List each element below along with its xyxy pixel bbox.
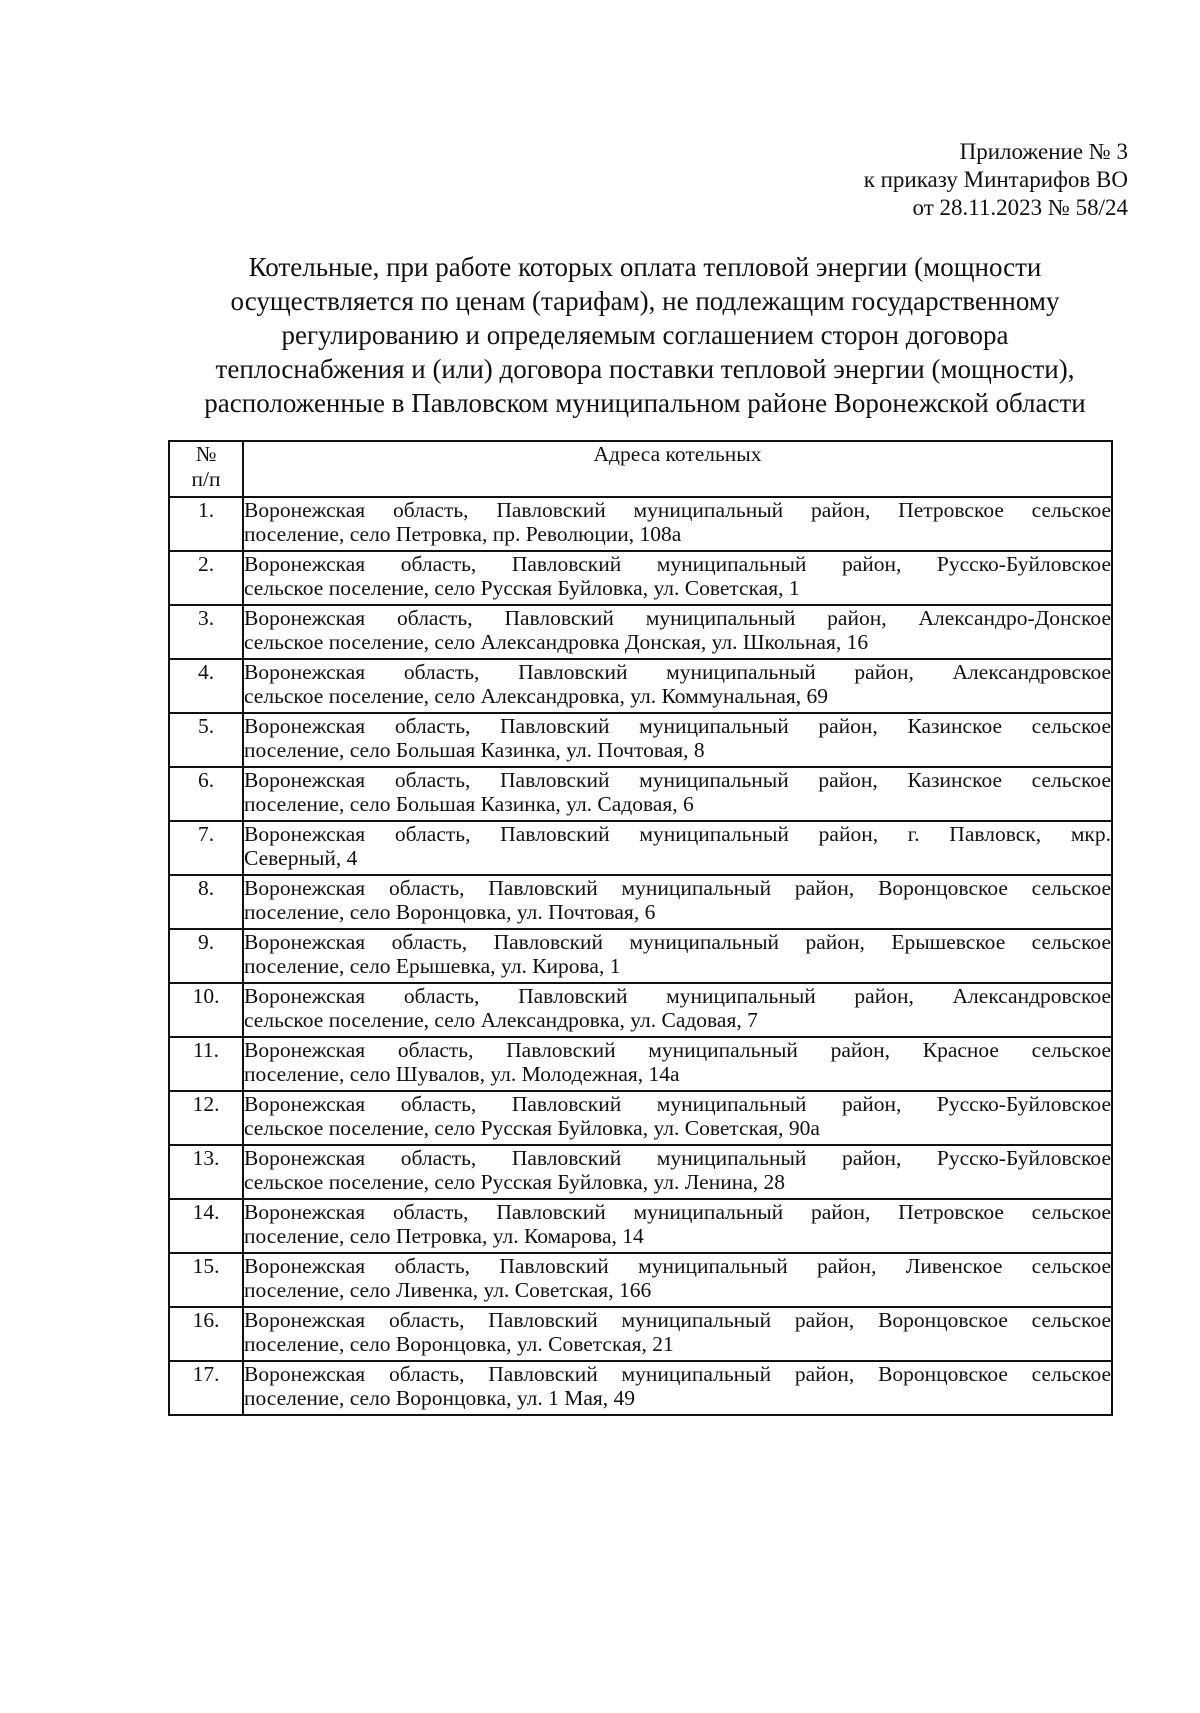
boiler-address [243,605,1112,659]
row-number: 2. [169,551,243,605]
row-number: 5. [169,713,243,767]
address-line-1: Воронежская область, Павловский муниципальный район, Воронцовское сельское [244,876,1111,900]
table-row [169,1307,1112,1361]
row-number: 15. [169,1253,243,1307]
appendix-reference [864,138,1128,222]
row-number: 6. [169,767,243,821]
table-row [169,875,1112,929]
row-number: 17. [169,1361,243,1415]
address-line-1: Воронежская область, Павловский муниципальный район, г. Павловск, мкр. [244,822,1111,846]
row-number: 4. [169,659,243,713]
address-line-1: Воронежская область, Павловский муниципальный район, Казинское сельское [244,714,1111,738]
row-number: 14. [169,1199,243,1253]
boiler-address [243,767,1112,821]
address-line-2: поселение, село Большая Казинка, ул. Почтовая, 8 [244,738,705,762]
table-row [169,1145,1112,1199]
table-row [169,983,1112,1037]
address-line-1: Воронежская область, Павловский муниципальный район, Ерышевское сельское [244,930,1111,954]
boiler-address [243,929,1112,983]
boiler-address [243,1361,1112,1415]
address-line-1: Воронежская область, Павловский муниципальный район, Александровское [244,984,1111,1008]
address-line-2: поселение, село Ливенка, ул. Советская, 166 [244,1278,652,1302]
table-row [169,1037,1112,1091]
column-header-address: Адреса котельных [243,441,1112,497]
boiler-address [243,875,1112,929]
boiler-address [243,551,1112,605]
address-line-2: поселение, село Шувалов, ул. Молодежная, 14а [244,1062,680,1086]
table-row [169,929,1112,983]
table-row [169,551,1112,605]
boiler-address [243,713,1112,767]
row-number: 11. [169,1037,243,1091]
address-line-1: Воронежская область, Павловский муниципальный район, Петровское сельское [244,498,1111,522]
address-line-1: Воронежская область, Павловский муниципальный район, Воронцовское сельское [244,1362,1111,1386]
row-number: 13. [169,1145,243,1199]
address-line-2: поселение, село Воронцовка, ул. Советская, 21 [244,1332,674,1356]
boiler-address [243,1145,1112,1199]
address-line-2: поселение, село Большая Казинка, ул. Садовая, 6 [244,792,694,816]
table-row [169,713,1112,767]
address-line-1: Воронежская область, Павловский муниципальный район, Русско-Буйловское [244,1146,1111,1170]
table-row [169,659,1112,713]
table-row [169,821,1112,875]
address-line-1: Воронежская область, Павловский муниципальный район, Александро-Донское [244,606,1111,630]
boiler-address [243,659,1112,713]
appendix-number: Приложение № 3 [959,139,1128,164]
address-line-2: поселение, село Ерышевка, ул. Кирова, 1 [244,954,621,978]
address-line-1: Воронежская область, Павловский муниципальный район, Петровское сельское [244,1200,1111,1224]
address-line-2: Северный, 4 [244,846,358,870]
table-row [169,497,1112,551]
address-line-2: поселение, село Воронцовка, ул. Почтовая, 6 [244,900,656,924]
address-line-1: Воронежская область, Павловский муниципальный район, Русско-Буйловское [244,552,1111,576]
address-line-1: Воронежская область, Павловский муниципальный район, Воронцовское сельское [244,1308,1111,1332]
table-row [169,767,1112,821]
title-line: осуществляется по ценам (тарифам), не подлежащим государственному [230,286,1060,316]
title-line: теплоснабжения и (или) договора поставки тепловой энергии (мощности), [215,354,1075,384]
row-number: 7. [169,821,243,875]
boiler-address [243,983,1112,1037]
document-title [150,250,1140,420]
boiler-address [243,1091,1112,1145]
title-line: расположенные в Павловском муниципальном районе Воронежской области [204,388,1086,418]
address-line-2: поселение, село Воронцовка, ул. 1 Мая, 49 [244,1386,636,1410]
address-line-2: сельское поселение, село Александровка Донская, ул. Школьная, 16 [244,630,869,654]
address-line-2: поселение, село Петровка, пр. Революции, 108а [244,522,682,546]
appendix-order: к приказу Минтарифов ВО [863,167,1128,192]
address-line-2: сельское поселение, село Александровка, ул. Садовая, 7 [244,1008,758,1032]
table-row [169,1361,1112,1415]
column-header-number [169,441,243,497]
address-line-1: Воронежская область, Павловский муниципальный район, Красное сельское [244,1038,1111,1062]
row-number: 16. [169,1307,243,1361]
row-number: 12. [169,1091,243,1145]
column-header-number-sign: № [195,442,217,466]
row-number: 9. [169,929,243,983]
boiler-address [243,821,1112,875]
boiler-address-table [168,440,1113,1416]
table-row [169,605,1112,659]
title-line: Котельные, при работе которых оплата тепловой энергии (мощности [248,252,1042,282]
appendix-date: от 28.11.2023 № 58/24 [912,195,1128,220]
table-row [169,1091,1112,1145]
address-line-1: Воронежская область, Павловский муниципальный район, Ливенское сельское [244,1254,1111,1278]
table-row [169,1199,1112,1253]
boiler-address [243,1037,1112,1091]
table-body [169,497,1112,1415]
table-header-row [169,441,1112,497]
boiler-address [243,1307,1112,1361]
row-number: 1. [169,497,243,551]
address-line-2: сельское поселение, село Русская Буйловка, ул. Советская, 90а [244,1116,820,1140]
address-line-1: Воронежская область, Павловский муниципальный район, Русско-Буйловское [244,1092,1111,1116]
row-number: 8. [169,875,243,929]
address-line-2: сельское поселение, село Русская Буйловка, ул. Советская, 1 [244,576,800,600]
boiler-address [243,1199,1112,1253]
address-line-2: сельское поселение, село Александровка, ул. Коммунальная, 69 [244,684,829,708]
address-line-2: поселение, село Петровка, ул. Комарова, 14 [244,1224,644,1248]
boiler-address [243,497,1112,551]
row-number: 3. [169,605,243,659]
address-line-2: сельское поселение, село Русская Буйловка, ул. Ленина, 28 [244,1170,786,1194]
row-number: 10. [169,983,243,1037]
address-line-1: Воронежская область, Павловский муниципальный район, Александровское [244,660,1111,684]
column-header-number-abbr: п/п [191,467,221,491]
boiler-address [243,1253,1112,1307]
title-line: регулированию и определяемым соглашением сторон договора [281,320,1009,350]
address-line-1: Воронежская область, Павловский муниципальный район, Казинское сельское [244,768,1111,792]
table-row [169,1253,1112,1307]
